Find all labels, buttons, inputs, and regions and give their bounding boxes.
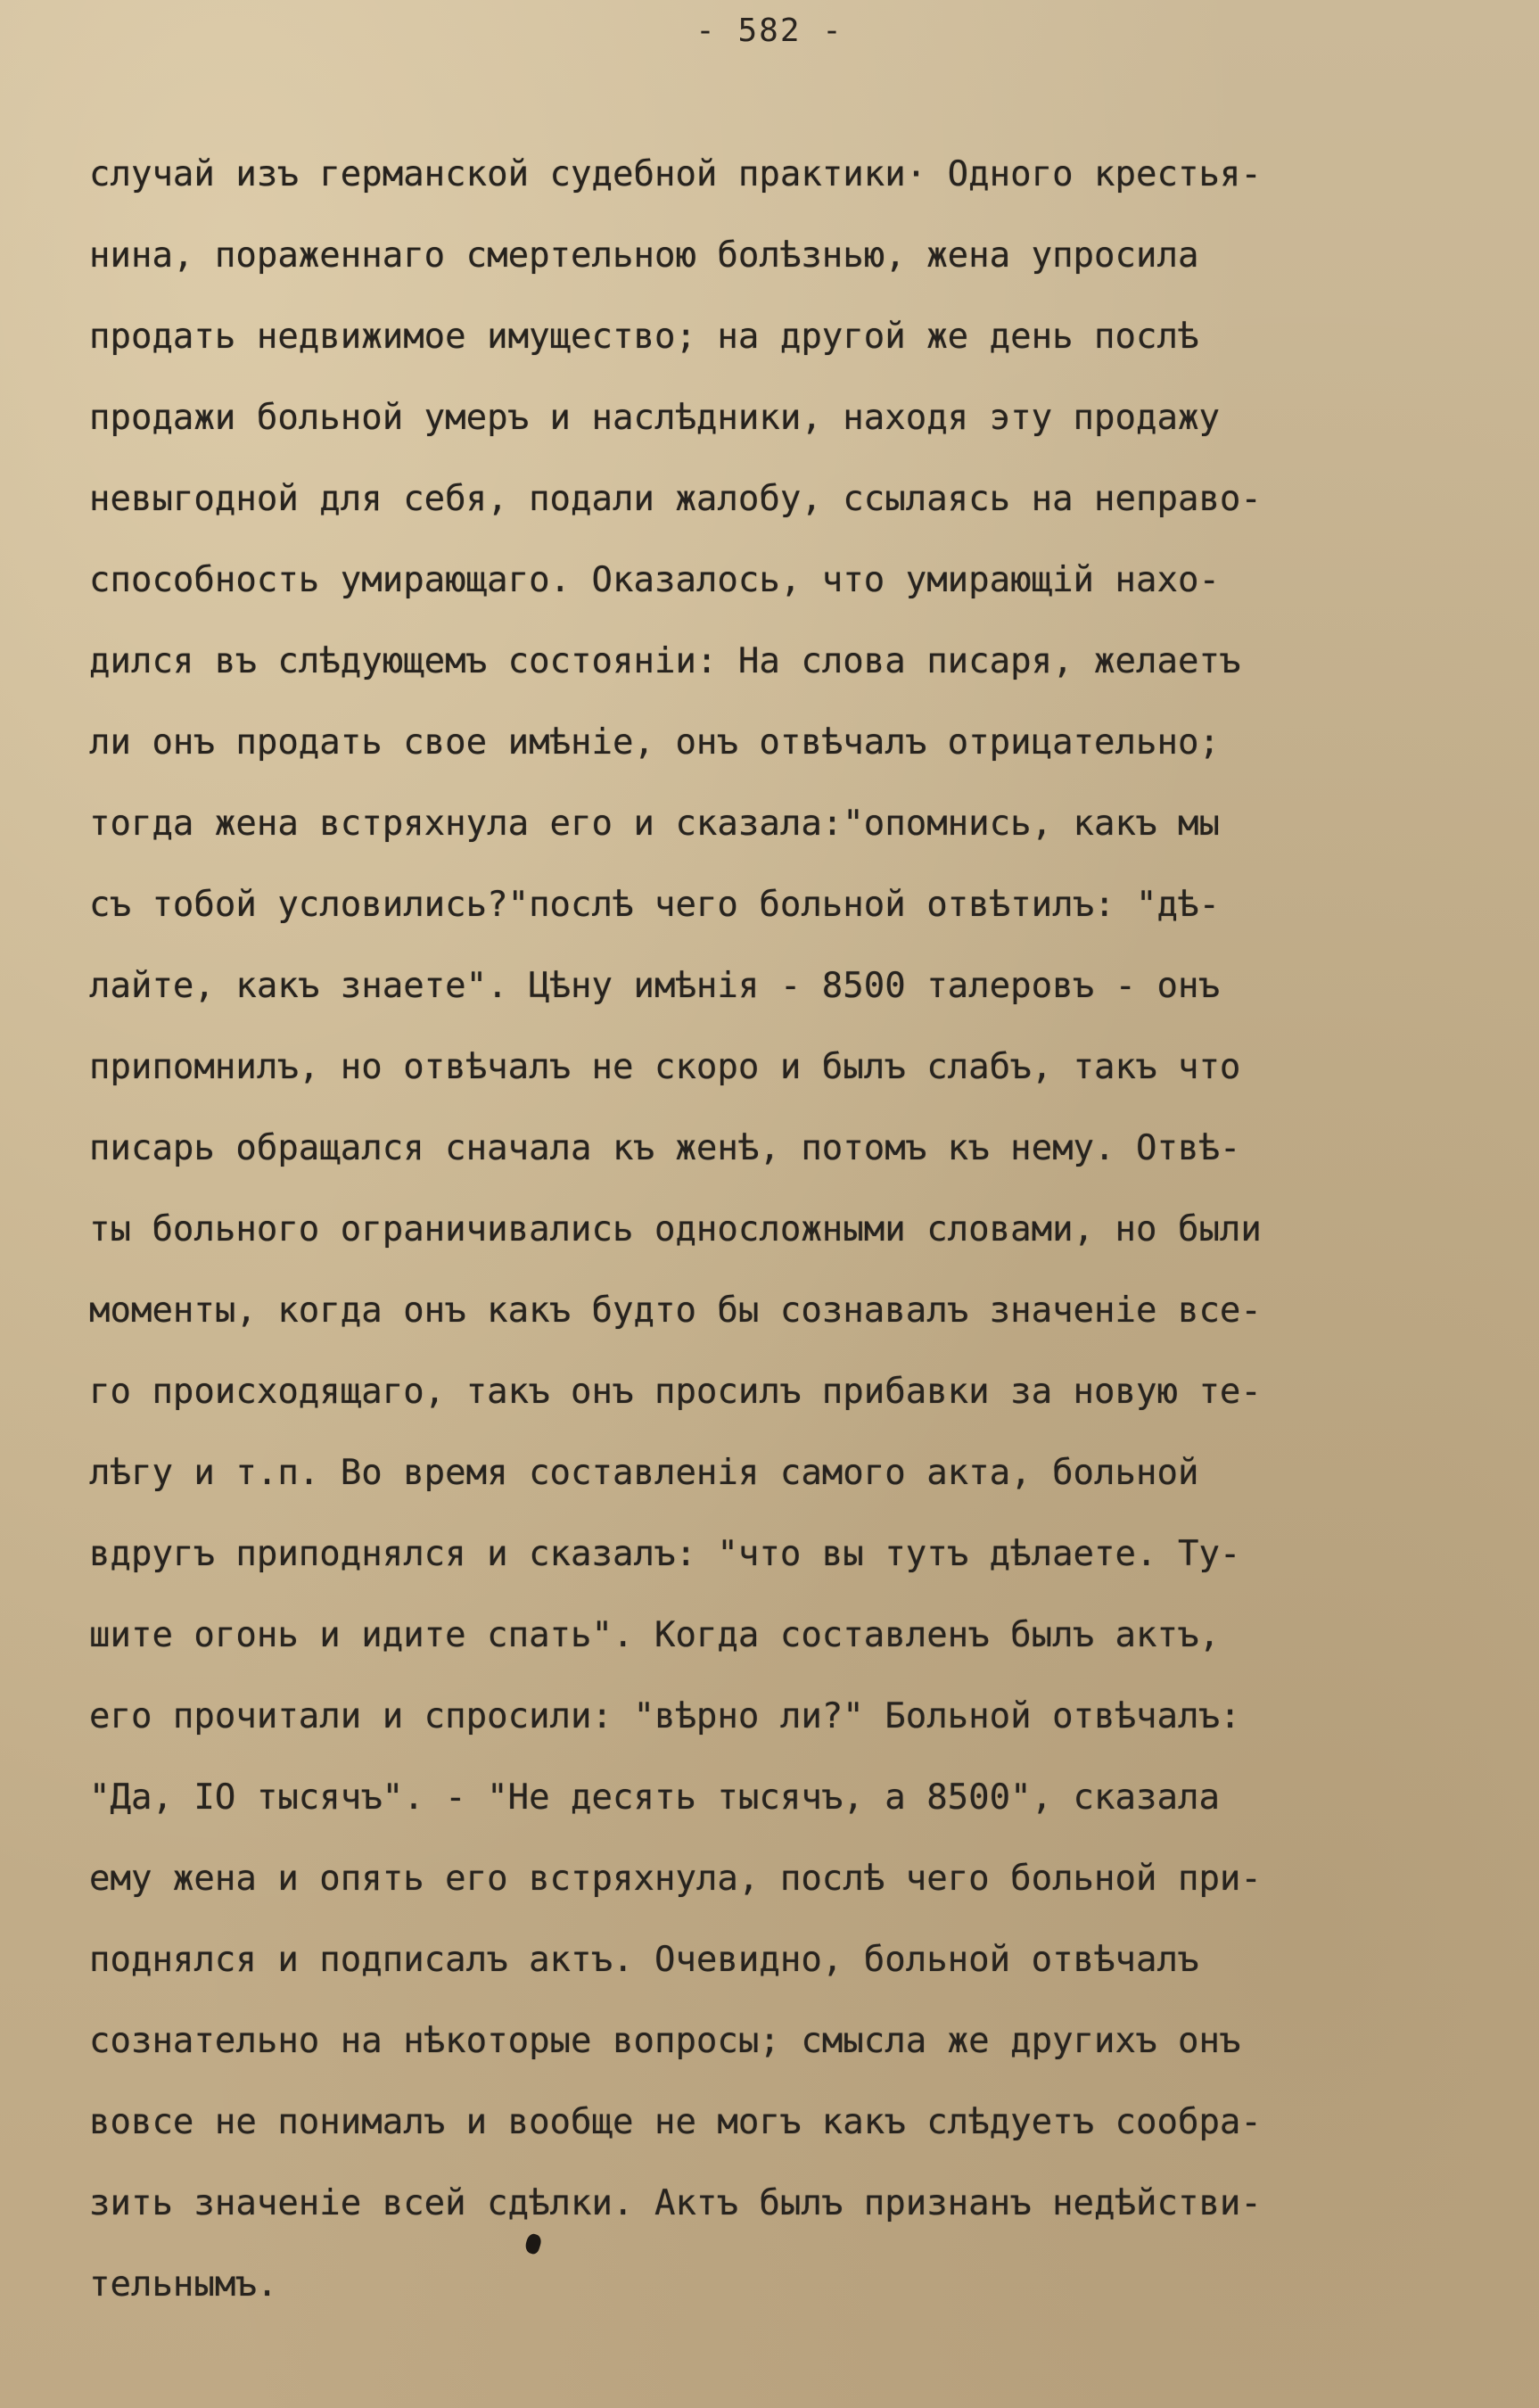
text-line: го происходящаго, такъ онъ просилъ прибавки за новую те- [89,1372,1262,1412]
text-line: припомнилъ, но отвѣчалъ не скоро и былъ слабъ, такъ что [89,1047,1241,1087]
text-line: невыгодной для себя, подали жалобу, ссылаясь на неправо- [89,479,1262,519]
text-line: продать недвижимое имущество; на другой же день послѣ [89,317,1199,357]
text-line: случай изъ германской судебной практики· Одного крестья- [89,154,1262,194]
text-line: тельнымъ. [89,2264,278,2305]
body-text [89,134,1480,2325]
text-line: съ тобой условились?"послѣ чего больной отвѣтилъ: "дѣ- [89,885,1220,925]
text-line: ты больного ограничивались односложными словами, но были [89,1209,1262,1249]
text-line: вдругъ приподнялся и сказалъ: "что вы тутъ дѣлаете. Ту- [89,1534,1241,1574]
text-line: ему жена и опять его встряхнула, послѣ чего больной при- [89,1859,1262,1899]
text-line: моменты, когда онъ какъ будто бы сознавалъ значеніе все- [89,1291,1262,1331]
text-line: тогда жена встряхнула его и сказала:"опомнись, какъ мы [89,804,1220,844]
text-line: сознательно на нѣкоторые вопросы; смысла же другихъ онъ [89,2021,1241,2061]
text-line: поднялся и подписалъ актъ. Очевидно, больной отвѣчалъ [89,1940,1199,1980]
text-line: лѣгу и т.п. Во время составленія самого акта, больной [89,1453,1199,1493]
text-line: продажи больной умеръ и наслѣдники, находя эту продажу [89,398,1220,438]
text-line: способность умирающаго. Оказалось, что умирающій нахо- [89,560,1220,600]
text-line: его прочитали и спросили: "вѣрно ли?" Больной отвѣчалъ: [89,1696,1241,1736]
text-line: "Да, IO тысячъ". - "Не десять тысячъ, а 8500", сказала [89,1777,1220,1818]
text-line: вовсе не понималъ и вообще не могъ какъ слѣдуетъ сообра- [89,2102,1262,2142]
text-line: нина, пораженнаго смертельною болѣзнью, жена упросила [89,235,1199,276]
text-line: писарь обращался сначала къ женѣ, потомъ къ нему. Отвѣ- [89,1128,1241,1168]
text-line: лайте, какъ знаете". Цѣну имѣнія - 8500 талеровъ - онъ [89,966,1220,1006]
text-line: шите огонь и идите спать". Когда составленъ былъ актъ, [89,1615,1220,1655]
text-line: зить значеніе всей сдѣлки. Актъ былъ признанъ недѣйстви- [89,2183,1262,2223]
text-line: ли онъ продать свое имѣніе, онъ отвѣчалъ отрицательно; [89,722,1220,763]
page-number: - 582 - [695,12,844,49]
text-line: дился въ слѣдующемъ состояніи: На слова писаря, желаетъ [89,641,1241,681]
